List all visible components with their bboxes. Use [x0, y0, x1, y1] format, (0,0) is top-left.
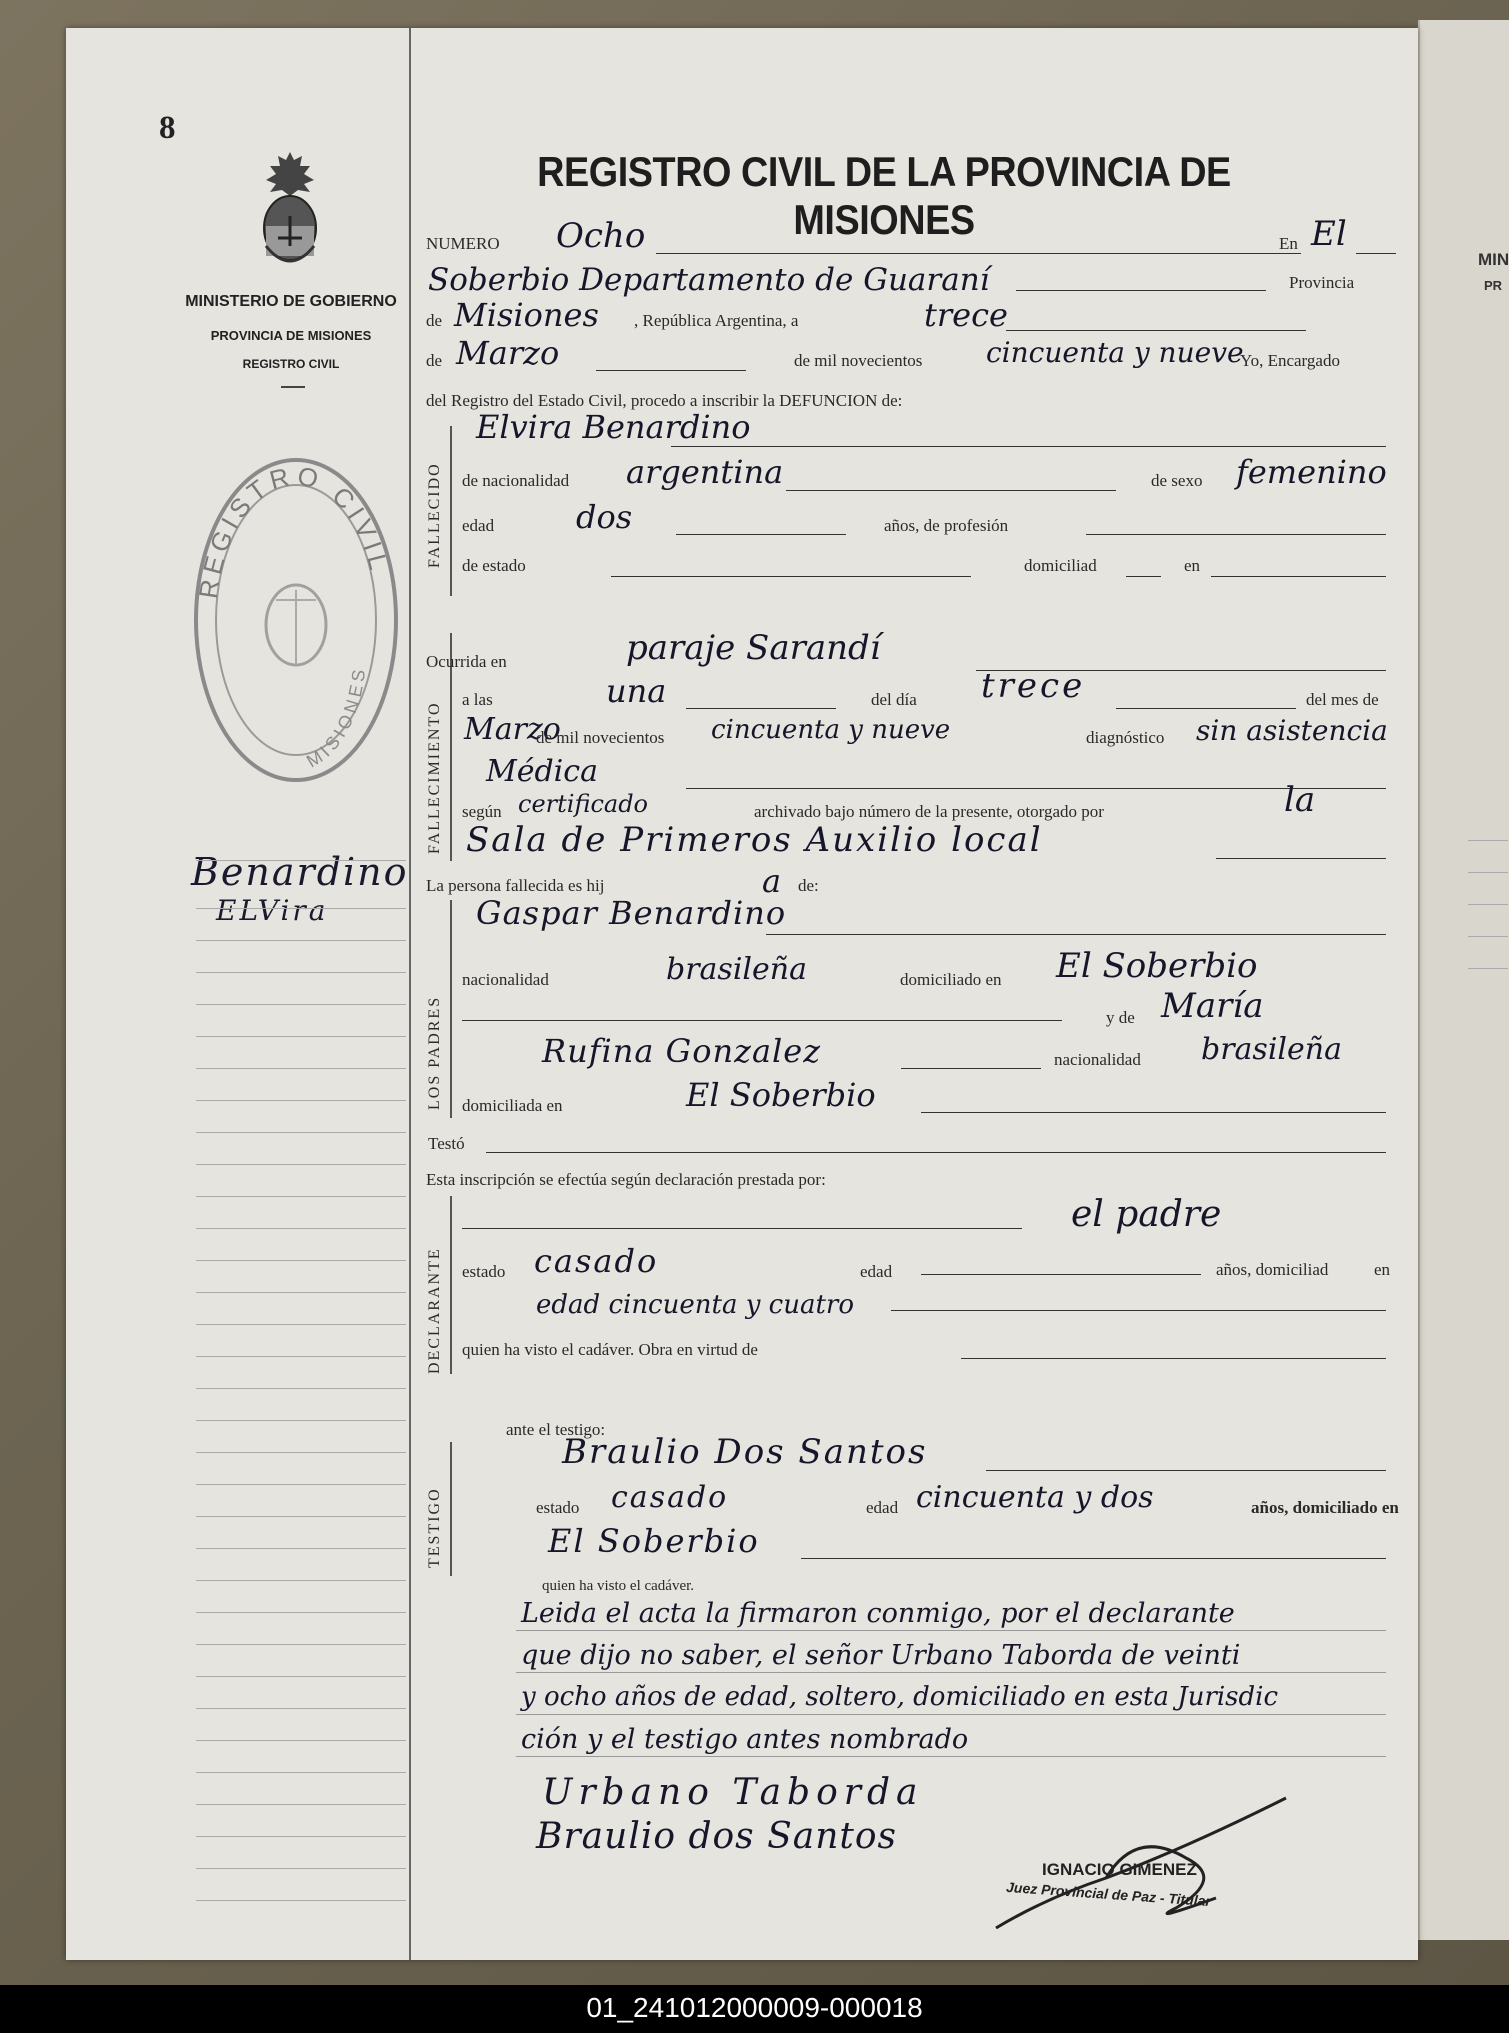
- madre-nacionalidad-label: nacionalidad: [1054, 1050, 1141, 1069]
- fallecimiento-dia: trece: [981, 666, 1086, 706]
- yo-label: Yo, Encargado: [1240, 351, 1340, 370]
- next-page-text-1: MIN: [1478, 250, 1509, 269]
- next-page-edge: [1418, 20, 1509, 1940]
- place-value: Soberbio Departamento de Guaraní: [428, 262, 990, 298]
- document-title: REGISTRO CIVIL DE LA PROVINCIA DE MISIONES: [537, 148, 1231, 243]
- testigo-nombre: Braulio Dos Santos: [562, 1432, 928, 1472]
- hora-value: una: [606, 672, 667, 710]
- diagnostico-value-2: Médica: [486, 754, 598, 789]
- declarante-en-label-visible: en: [1374, 1260, 1391, 1279]
- section-fallecido: FALLECIDO: [426, 462, 443, 568]
- otorgado-value-2: Sala de Primeros Auxilio local: [466, 820, 1043, 860]
- mil-label: de mil novecientos: [794, 351, 923, 370]
- mes-label: del mes de: [1306, 690, 1379, 709]
- padres-de-label: de:: [798, 876, 819, 895]
- testigo-visto-text: quien ha visto el cadáver.: [542, 1578, 695, 1594]
- mes-value: Marzo: [456, 334, 560, 372]
- ocurrida-label: Ocurrida en: [426, 652, 507, 671]
- declarante-estado: casado: [534, 1242, 659, 1280]
- madre-domicilio-label: domiciliada en: [462, 1096, 563, 1115]
- diagnostico-label: diagnóstico: [1086, 728, 1165, 747]
- profesion-label: años, de profesión: [884, 516, 1009, 535]
- provincia-value: Misiones: [454, 296, 599, 334]
- declarante-visto-text: quien ha visto el cadáver. Obra en virtud de: [462, 1340, 758, 1359]
- fallecido-nombre: Elvira Benardino: [476, 408, 751, 446]
- republica-text: , República Argentina, a: [634, 311, 799, 330]
- firma-testigo: Braulio dos Santos: [536, 1816, 898, 1857]
- document-id: 01_241012000009-000018: [586, 1992, 923, 2023]
- testigo-edad: cincuenta y dos: [916, 1480, 1154, 1515]
- padre-nacionalidad: brasileña: [666, 952, 807, 987]
- nota-line-3: y ocho años de edad, soltero, domiciliado en esta Jurisdic: [521, 1682, 1279, 1712]
- svg-text:REGISTRO CIVIL: [193, 460, 395, 600]
- fallecido-nacionalidad: argentina: [626, 453, 784, 491]
- ocurrida-lugar: paraje Sarandí: [626, 628, 881, 668]
- madre-nombre-2: Rufina Gonzalez: [542, 1032, 822, 1070]
- fallecido-en-label: en: [1184, 556, 1201, 575]
- national-crest-icon: [258, 146, 322, 276]
- declarante-nombre: el padre: [1071, 1194, 1222, 1235]
- archivado-text: archivado bajo número de la presente, otorgado por: [754, 802, 1104, 821]
- certificate-page: [66, 28, 1418, 1960]
- declarante-edad-label: edad: [860, 1262, 893, 1281]
- certificado-value: certificado: [518, 790, 649, 818]
- left-margin-column: [66, 28, 411, 1960]
- nota-line-1: Leida el acta la firmaron conmigo, por el declarante: [521, 1598, 1235, 1629]
- sexo-label: de sexo: [1151, 471, 1203, 490]
- padre-nombre: Gaspar Benardino: [476, 894, 787, 932]
- hija-suffix: a: [762, 862, 782, 900]
- svg-text:MISIONES: [303, 665, 370, 772]
- padre-nacionalidad-label: nacionalidad: [462, 970, 549, 989]
- otorgado-value: la: [1284, 780, 1316, 820]
- testigo-estado-label: estado: [536, 1498, 580, 1517]
- numero-label: NUMERO: [426, 234, 500, 253]
- firma-declarante: Urbano Taborda: [542, 1772, 924, 1813]
- padre-domicilio: El Soberbio: [1056, 946, 1258, 986]
- madre-domicilio: El Soberbio: [686, 1076, 876, 1114]
- margin-given-name: ELVira: [216, 894, 329, 927]
- oficial-cargo: Juez Provincial de Paz - Titular: [1005, 1878, 1212, 1910]
- margin-surname: Benardino: [191, 850, 409, 894]
- anio-value: cincuenta y nueve: [986, 336, 1244, 369]
- provincia-label: Provincia: [1289, 273, 1355, 292]
- edad-value: dos: [576, 498, 633, 536]
- a-las-label: a las: [462, 690, 493, 709]
- page-number: 8: [159, 110, 176, 146]
- registro-text: del Registro del Estado Civil, procedo a inscribir la DEFUNCION de:: [426, 391, 903, 410]
- province-name: PROVINCIA DE MISIONES: [210, 328, 372, 343]
- declarante-anios-label: años, domiciliad: [1216, 1260, 1329, 1279]
- fallecimiento-mil-label: de mil novecientos: [536, 728, 665, 747]
- stamp-lower-text: MISIONES: [302, 664, 370, 772]
- declarante-domicilio: edad cincuenta y cuatro: [536, 1290, 855, 1320]
- segun-label: según: [462, 802, 502, 821]
- dia-label: del día: [871, 690, 917, 709]
- diagnostico-value: sin asistencia: [1196, 714, 1388, 747]
- declarante-intro: Esta inscripción se efectúa según declaración prestada por:: [426, 1170, 826, 1189]
- fallecimiento-mes: Marzo: [464, 712, 561, 747]
- ministry-name: MINISTERIO DE GOBIERNO: [185, 293, 397, 310]
- numero-value: Ocho: [556, 216, 646, 256]
- y-de-label: y de: [1106, 1008, 1135, 1027]
- sexo-value: femenino: [1236, 453, 1387, 491]
- domiciliado-label: domiciliad: [1024, 556, 1097, 575]
- hija-text: La persona fallecida es hij: [426, 876, 605, 895]
- madre-nombre-1: María: [1161, 986, 1264, 1026]
- fallecimiento-anio: cincuenta y nueve: [711, 715, 951, 745]
- section-fallecimiento: FALLECIMIENTO: [426, 701, 443, 854]
- en-value: El: [1311, 214, 1347, 254]
- section-padres: LOS PADRES: [426, 995, 443, 1110]
- dia-value: trece: [924, 296, 1008, 334]
- oficial-nombre: IGNACIO GIMENEZ: [1042, 1860, 1197, 1879]
- nota-line-4: ción y el testigo antes nombrado: [521, 1724, 969, 1755]
- estado-label: de estado: [462, 556, 526, 575]
- section-declarante: DECLARANTE: [426, 1247, 443, 1374]
- section-testigo: TESTIGO: [426, 1487, 443, 1568]
- testigo-anios-label: años, domiciliado en: [1251, 1498, 1399, 1517]
- testigo-domicilio: El Soberbio: [548, 1522, 760, 1560]
- de-label: de: [426, 311, 443, 330]
- edad-label: edad: [462, 516, 495, 535]
- next-page-text-2: PR: [1484, 278, 1503, 293]
- declarante-estado-label: estado: [462, 1262, 506, 1281]
- en-label: En: [1279, 234, 1298, 253]
- testigo-intro: ante el testigo:: [506, 1420, 606, 1439]
- testo-label: Testó: [428, 1134, 465, 1153]
- testigo-estado: casado: [611, 1480, 729, 1515]
- testigo-edad-label: edad: [866, 1498, 899, 1517]
- fallecido-nacionalidad-label: de nacionalidad: [462, 471, 570, 490]
- de2-label: de: [426, 351, 443, 370]
- stamp-text: REGISTRO CIVIL: [192, 460, 396, 601]
- madre-nacionalidad: brasileña: [1201, 1032, 1342, 1067]
- office-name: REGISTRO CIVIL: [242, 357, 340, 371]
- padre-domicilio-label: domiciliado en: [900, 970, 1002, 989]
- nota-line-2: que dijo no saber, el señor Urbano Taborda de veinti: [521, 1640, 1241, 1671]
- registro-civil-stamp: [186, 450, 406, 790]
